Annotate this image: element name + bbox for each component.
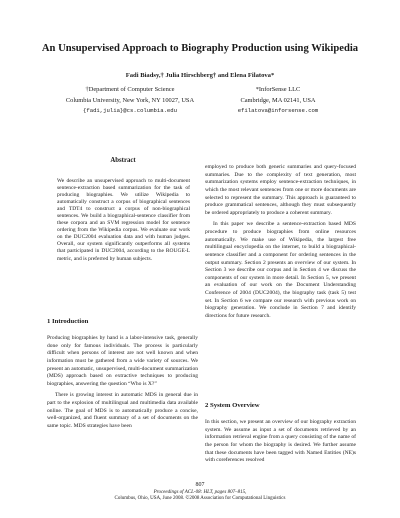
page-number: 807 <box>195 482 205 488</box>
affiliation-department: †Department of Computer Science <box>85 86 175 93</box>
affiliation-address: Cambridge, MA 02141, USA <box>240 96 316 104</box>
affiliation-inforsense <box>213 85 343 117</box>
author-email: {fadi,julia}@cs.columbia.edu <box>83 107 177 115</box>
section-heading-system-overview: 2 System Overview <box>205 402 260 409</box>
intro-paragraph: In this paper we describe a sentence-extraction based MDS procedure to produce biographies from online resources automatically. We make use of Wikipedia, the largest free multilingual encyclopedia on the internet, to build a biographical-sentence classifier and a component for ordering sentences in the output summary. Section 2 presents an overview of our system. In Section 3 we describe our corpus and in Section 4 we discuss the components of our system in more detail. In Section 5, we present an evaluation of our work on the Document Understanding Conference of 2004 (DUC2004), the biography task (task 5) test set. In Section 6 we compare our research with previous work on biography generation. We conclude in Section 7 and identify directions for future research. <box>205 221 356 319</box>
overview-paragraph: In this section, we present an overview of our biography extraction system. We assume as input a set of documents retrieved by an information retrieval engine from a query consisting of the name of the person for whom the biography is desired. We further assume that these documents have been tagged with Named Entities (NE)s with coreferences resolved <box>205 419 356 464</box>
section-heading-introduction: 1 Introduction <box>47 318 89 325</box>
intro-paragraph: There is growing interest in automatic MDS in general due in part to the explosion of multilingual and multimedia data available online. The goal of MDS is to automatically produce a concise, well-organized, and fluent summary of a set of documents on the same topic. MDS strategies have been <box>47 392 198 429</box>
intro-paragraph: Producing biographies by hand is a labor-intensive task, generally done only for famous individuals. The process is particularly difficult when persons of interest are not well known and when information must be gathered from a wide variety of sources. We present an automatic, unsupervised, multi-document summarization (MDS) approach based on extractive techniques to producing biographies, answering the question “Who is X?” <box>47 335 198 387</box>
overview-body <box>205 419 356 469</box>
proceedings-footer <box>0 490 400 502</box>
abstract-text: We describe an unsupervised approach to multi-document sentence-extraction based summarization for the task of producing biographies. We utilize Wikipedia to automatically construct a corpus of biographical sentences and TDT4 to construct a corpus of non-biographical sentences. We build a biographical-sentence classifier from these corpora and an SVM regression model for sentence ordering from the Wikipedia corpus. We evaluate our work on the DUC2004 evaluation data and with human judges. Overall, our system significantly outperforms all systems that participated in DUC2004, according to the ROUGE-L metric, and is preferred by human subjects. <box>57 178 190 262</box>
right-column-body <box>205 164 356 325</box>
author-email: efilatova@inforsense.com <box>237 107 319 115</box>
affiliation-address: Columbia University, New York, NY 10027, USA <box>65 96 195 104</box>
author-list: Fadi Biadsy,† Julia Hirschberg† and Elena Filatova* <box>125 72 275 79</box>
left-column-body <box>47 335 198 435</box>
paper-title: An Unsupervised Approach to Biography Production using Wikipedia <box>41 43 359 54</box>
footer-proceedings: Proceedings of ACL-08: HLT, pages 807–815, <box>153 490 247 495</box>
affiliation-columbia <box>50 85 210 117</box>
intro-paragraph: employed to produce both generic summaries and query-focused summaries. Due to the complexity of text generation, most summarization systems employ sentence-extraction techniques, in which the most relevant sentences from one or more documents are selected to represent the summary. This approach is guaranteed to produce grammatical sentences, although they must subsequently be ordered appropriately to produce a coherent summary. <box>205 164 356 216</box>
abstract-heading: Abstract <box>110 157 136 164</box>
footer-copyright: Columbus, Ohio, USA, June 2008. ©2008 Association for Computational Linguistics <box>114 496 286 502</box>
affiliation-company: *InforSense LLC <box>255 86 301 93</box>
